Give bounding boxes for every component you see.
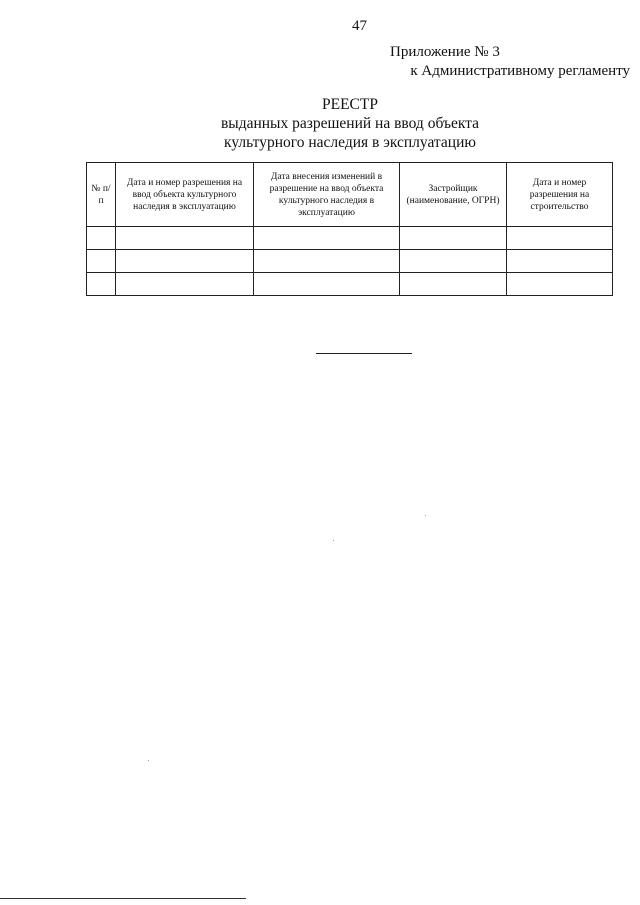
column-header-developer: Застройщик (наименование, ОГРН) <box>400 163 507 227</box>
table-cell <box>400 273 507 296</box>
registry-subtitle-line-2: культурного наследия в эксплуатацию <box>224 134 476 151</box>
table-cell <box>116 273 254 296</box>
table-row <box>87 250 613 273</box>
appendix-title: Приложение № 3 <box>390 44 500 60</box>
registry-subtitle-line-1: выданных разрешений на ввод объекта <box>220 115 480 132</box>
column-header-amendment-date: Дата внесения изменений в разрешение на ввод объекта культурного наследия в эксплуатацию <box>254 163 400 227</box>
table-cell <box>87 227 116 250</box>
scan-speck <box>333 540 334 541</box>
registry-heading: РЕЕСТР <box>322 96 378 113</box>
appendix-reference: к Административному регламенту <box>410 63 630 79</box>
separator-line <box>316 353 412 354</box>
table-cell <box>507 227 613 250</box>
table-cell <box>507 250 613 273</box>
table-cell <box>87 250 116 273</box>
table-cell <box>507 273 613 296</box>
table-cell <box>87 273 116 296</box>
column-header-construction-permit: Дата и номер разрешения на строительство <box>507 163 613 227</box>
document-title <box>200 95 500 152</box>
table-cell <box>116 227 254 250</box>
table-cell <box>254 250 400 273</box>
footer-rule <box>0 898 246 899</box>
table-row <box>87 227 613 250</box>
table-cell <box>400 250 507 273</box>
table-cell <box>400 227 507 250</box>
column-header-number: № п/п <box>87 163 116 227</box>
column-header-permit-date-number: Дата и номер разрешения на ввод объекта культурного наследия в эксплуатацию <box>116 163 254 227</box>
table-cell <box>116 250 254 273</box>
registry-table <box>86 162 613 296</box>
table-header-row <box>87 163 613 227</box>
page-number: 47 <box>352 18 367 34</box>
table-row <box>87 273 613 296</box>
scan-speck <box>425 515 426 516</box>
table-cell <box>254 227 400 250</box>
table-cell <box>254 273 400 296</box>
appendix-caption <box>380 43 630 81</box>
scan-speck <box>148 760 149 761</box>
